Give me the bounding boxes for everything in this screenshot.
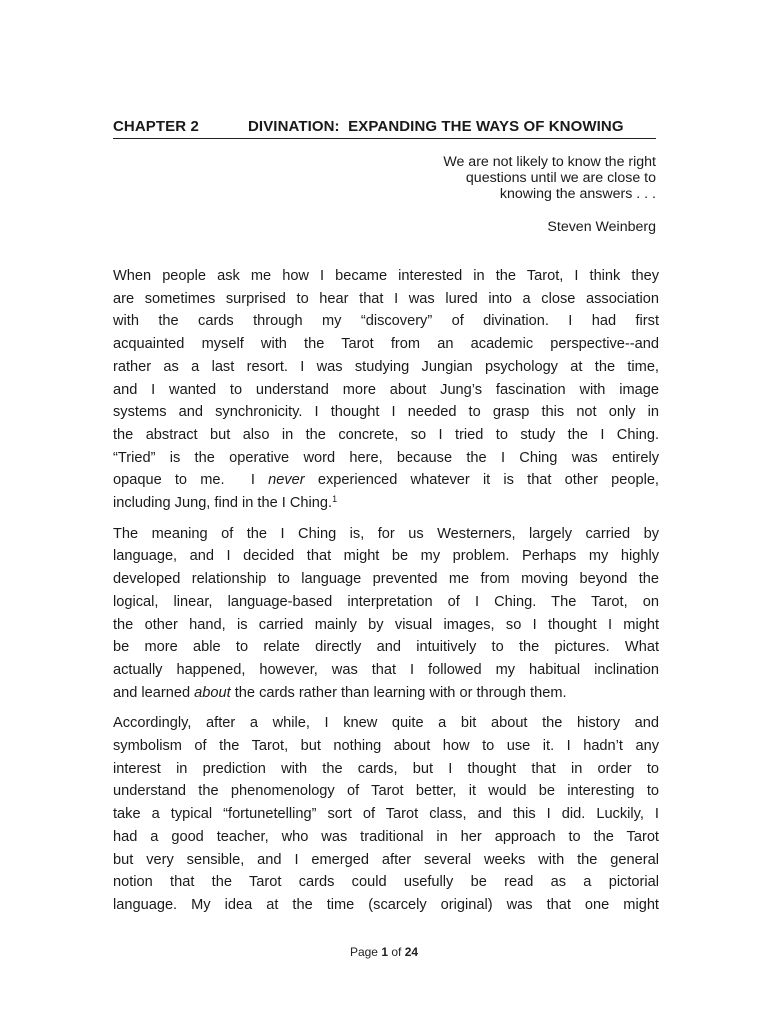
text-line: Accordingly, after a while, I knew quite a bit about the history and [113, 715, 659, 732]
text-line [113, 682, 659, 705]
text-run: including Jung, find in the I Ching. [113, 495, 333, 512]
emphasis-never: never [268, 472, 305, 489]
text-line: The meaning of the I Ching is, for us Westerners, largely carried by [113, 525, 659, 542]
text-line: rather as a last resort. I was studying Jungian psychology at the time, [113, 358, 659, 375]
text-line: “Tried” is the operative word here, because the I Ching was entirely [113, 449, 659, 466]
paragraph-1 [113, 265, 659, 515]
text-line: are sometimes surprised to hear that I was lured into a close association [113, 290, 659, 307]
chapter-number: CHAPTER 2 [113, 118, 199, 135]
text-line: language, and I decided that might be my problem. Perhaps my highly [113, 548, 659, 565]
text-line: notion that the Tarot cards could usefully be read as a pictorial [113, 874, 659, 891]
text-run: experienced whatever it is that other people, [304, 472, 659, 489]
page-footer [0, 945, 768, 959]
chapter-heading [113, 118, 656, 139]
paragraph-2 [113, 523, 659, 705]
text-run: and learned [113, 684, 195, 701]
epigraph-line: knowing the answers . . . [499, 186, 656, 202]
text-line: be more able to relate directly and intuitively to the pictures. What [113, 639, 659, 656]
text-line: language. My idea at the time (scarcely original) was that one might [113, 896, 659, 913]
text-line: the abstract but also in the concrete, so I tried to study the I Ching. [113, 426, 659, 443]
text-line: but very sensible, and I emerged after several weeks with the general [113, 851, 659, 868]
text-line: take a typical “fortunetelling” sort of Tarot class, and this I did. Luckily, I [113, 806, 659, 823]
text-line: understand the phenomenology of Tarot better, it would be interesting to [113, 783, 659, 800]
epigraph [356, 154, 656, 235]
text-line: systems and synchronicity. I thought I needed to grasp this not only in [113, 404, 659, 421]
text-line: When people ask me how I became interested in the Tarot, I think they [113, 268, 659, 284]
text-line: actually happened, however, was that I followed my habitual inclination [113, 661, 659, 678]
total-page-count: 24 [404, 945, 419, 959]
epigraph-attribution: Steven Weinberg [547, 219, 656, 235]
text-run: the cards rather than learning with or through them. [230, 684, 567, 701]
epigraph-line: questions until we are close to [465, 170, 656, 186]
text-line: with the cards through my “discovery” of divination. I had first [113, 313, 659, 330]
page-label: Page [349, 945, 378, 959]
chapter-title: DIVINATION: EXPANDING THE WAYS OF KNOWING [248, 118, 624, 135]
of-label: of [391, 945, 402, 959]
text-line: interest in prediction with the cards, but I thought that in order to [113, 760, 659, 777]
epigraph-line: We are not likely to know the right [443, 154, 656, 170]
text-line: developed relationship to language prevented me from moving beyond the [113, 571, 659, 588]
current-page-number: 1 [381, 945, 388, 959]
text-line [113, 492, 659, 515]
emphasis-about: about [194, 684, 231, 701]
text-line: acquainted myself with the Tarot from an academic perspective--and [113, 336, 659, 353]
text-line [113, 469, 659, 492]
paragraph-3 [113, 712, 659, 916]
text-line: and I wanted to understand more about Jung’s fascination with image [113, 381, 659, 398]
text-run: opaque to me. I [113, 472, 269, 489]
text-line: symbolism of the Tarot, but nothing about how to use it. I hadn’t any [113, 738, 659, 755]
text-line: the other hand, is carried mainly by visual images, so I thought I might [113, 616, 659, 633]
body-text [113, 265, 659, 925]
footnote-reference[interactable]: 1 [332, 494, 338, 505]
text-line: had a good teacher, who was traditional in her approach to the Tarot [113, 828, 659, 845]
text-line: logical, linear, language-based interpretation of I Ching. The Tarot, on [113, 593, 659, 610]
